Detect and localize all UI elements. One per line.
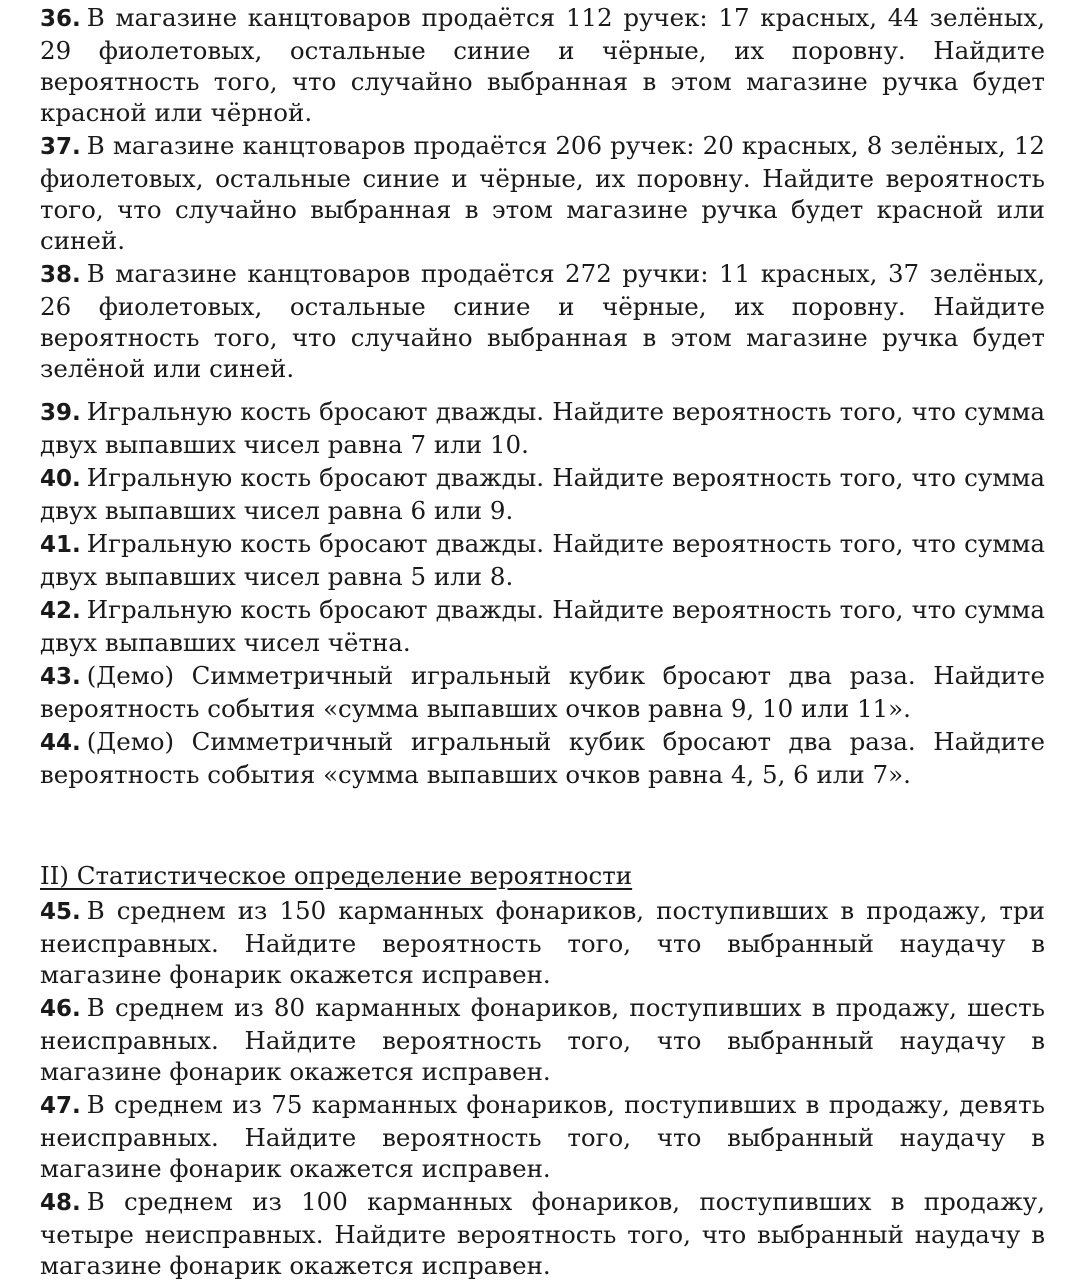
problem-list-probability — [40, 2, 1045, 790]
problem-text: В магазине канцтоваров продаётся 206 ручек: 20 красных, 8 зелёных, 12 фиолетовых, остальные синие и чёрные, их поровну. Найдите вероятность того, что случайно выбранная в этом магазине ручка будет красной или синей. — [40, 131, 1045, 255]
problem-45 — [40, 895, 1045, 990]
problem-47 — [40, 1089, 1045, 1184]
problem-number: 48. — [40, 1190, 81, 1216]
problem-43 — [40, 660, 1045, 724]
problem-number: 40. — [40, 466, 81, 492]
problem-text: Игральную кость бросают дважды. Найдите вероятность того, что сумма двух выпавших чисел чётна. — [40, 595, 1045, 657]
problem-text: (Демо) Симметричный игральный кубик бросают два раза. Найдите вероятность события «сумма выпавших очков равна 9, 10 или 11». — [40, 661, 1045, 723]
problem-48 — [40, 1186, 1045, 1281]
problem-text: В магазине канцтоваров продаётся 112 ручек: 17 красных, 44 зелёных, 29 фиолетовых, остальные синие и чёрные, их поровну. Найдите вероятность того, что случайно выбранная в этом магазине ручка будет красной или чёрной. — [40, 3, 1045, 127]
problem-list-statistical — [40, 895, 1045, 1281]
problem-36 — [40, 2, 1045, 128]
problem-text: В магазине канцтоваров продаётся 272 ручки: 11 красных, 37 зелёных, 26 фиолетовых, остальные синие и чёрные, их поровну. Найдите вероятность того, что случайно выбранная в этом магазине ручка будет зелёной или синей. — [40, 259, 1045, 383]
problem-37 — [40, 130, 1045, 256]
problem-number: 47. — [40, 1093, 81, 1119]
problem-text: Игральную кость бросают дважды. Найдите вероятность того, что сумма двух выпавших чисел равна 6 или 9. — [40, 463, 1045, 525]
problem-text: В среднем из 75 карманных фонариков, поступивших в продажу, девять неисправных. Найдите вероятность того, что выбранный наудачу в магазине фонарик окажется исправен. — [40, 1090, 1045, 1183]
problem-text: В среднем из 150 карманных фонариков, поступивших в продажу, три неисправных. Найдите вероятность того, что выбранный наудачу в магазине фонарик окажется исправен. — [40, 896, 1045, 989]
section-heading: II) Статистическое определение вероятности — [40, 861, 633, 890]
problem-39 — [40, 396, 1045, 460]
problem-46 — [40, 992, 1045, 1087]
problem-text: (Демо) Симметричный игральный кубик бросают два раза. Найдите вероятность события «сумма выпавших очков равна 4, 5, 6 или 7». — [40, 727, 1045, 789]
problem-text: В среднем из 80 карманных фонариков, поступивших в продажу, шесть неисправных. Найдите вероятность того, что выбранный наудачу в магазине фонарик окажется исправен. — [40, 993, 1045, 1086]
problem-text: Игральную кость бросают дважды. Найдите вероятность того, что сумма двух выпавших чисел равна 7 или 10. — [40, 397, 1045, 459]
problem-number: 36. — [40, 6, 81, 32]
problem-42 — [40, 594, 1045, 658]
problem-number: 39. — [40, 400, 81, 426]
problem-41 — [40, 528, 1045, 592]
problem-number: 43. — [40, 664, 81, 690]
problem-38 — [40, 258, 1045, 384]
problem-number: 44. — [40, 730, 81, 756]
problem-text: Игральную кость бросают дважды. Найдите вероятность того, что сумма двух выпавших чисел равна 5 или 8. — [40, 529, 1045, 591]
problem-number: 42. — [40, 598, 81, 624]
problem-44 — [40, 726, 1045, 790]
problem-number: 41. — [40, 532, 81, 558]
problem-number: 45. — [40, 899, 81, 925]
problem-40 — [40, 462, 1045, 526]
problem-text: В среднем из 100 карманных фонариков, поступивших в продажу, четыре неисправных. Найдите вероятность того, что выбранный наудачу в магазине фонарик окажется исправен. — [40, 1187, 1045, 1280]
problem-number: 37. — [40, 134, 81, 160]
document-page — [40, 2, 1045, 1283]
problem-number: 46. — [40, 996, 81, 1022]
problem-number: 38. — [40, 262, 81, 288]
